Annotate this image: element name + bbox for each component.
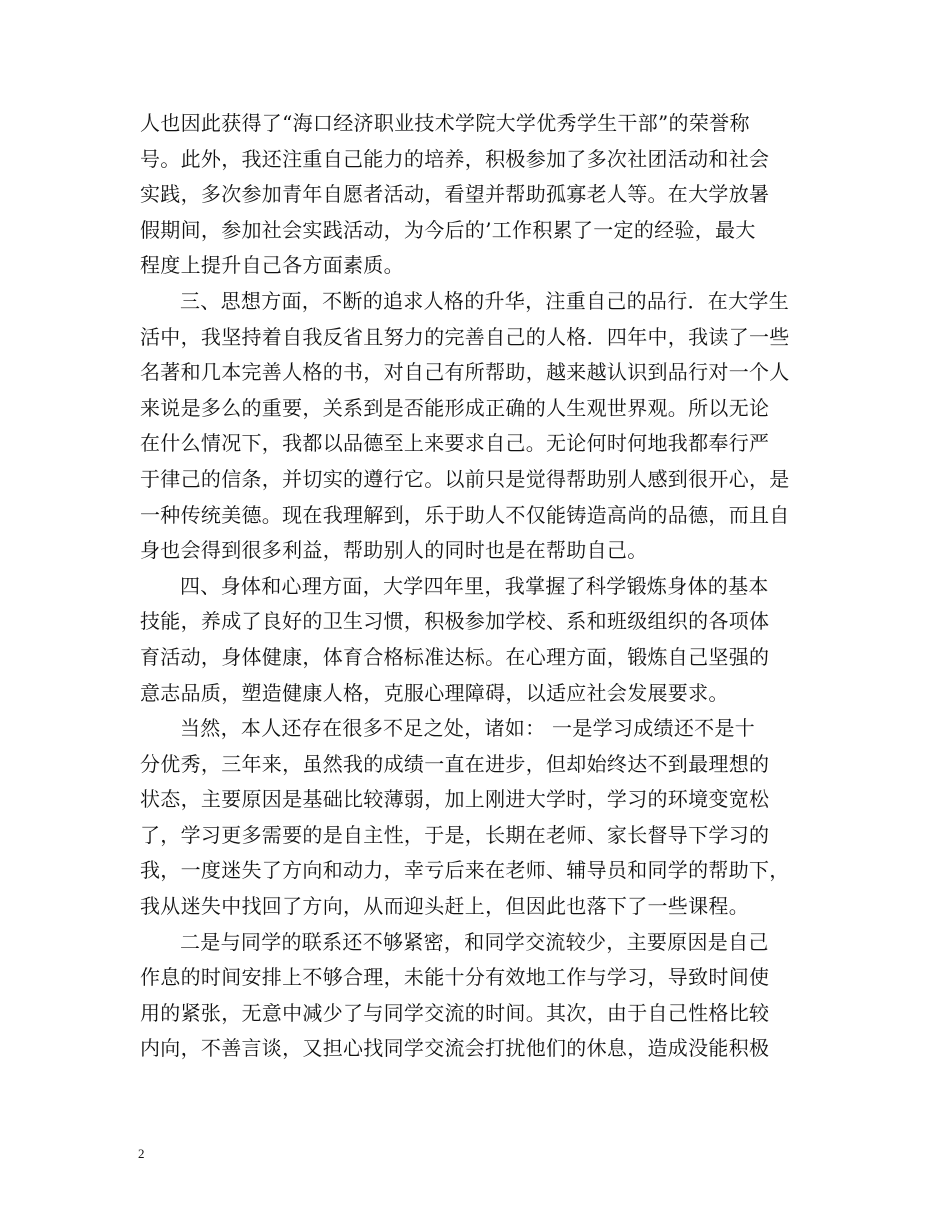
text-line: 状态，主要原因是基础比较薄弱，加上刚进大学时，学习的环境变宽松 (140, 787, 770, 812)
text-line: 我从迷失中找回了方向，从而迎头赶上，但因此也落下了一些课程。 (140, 894, 749, 919)
paragraph-start-line: 三、思想方面，不断的追求人格的升华，注重自己的品行．在大学生 (180, 288, 789, 313)
text-line: 人也因此获得了“海口经济职业技术学院大学优秀学生干部”的荣誉称 (140, 111, 750, 135)
text-line: 于律己的信条，并切实的遵行它。以前只是觉得帮助别人感到很开心，是 (140, 466, 790, 491)
paragraph-start-line: 二是与同学的联系还不够紧密，和同学交流较少，主要原因是自己 (180, 929, 769, 954)
text-line: 育活动，身体健康，体育合格标准达标。在心理方面，锻炼自己坚强的 (140, 644, 770, 669)
text-line: 来说是多么的重要，关系到是否能形成正确的人生观世界观。所以无论 (140, 395, 770, 420)
text-line: 活中，我坚持着自我反省且努力的完善自己的人格．四年中，我读了一些 (140, 324, 790, 349)
text-line: 技能，养成了良好的卫生习惯，积极参加学校、系和班级组织的各项体 (140, 609, 770, 634)
text-line: 了，学习更多需要的是自主性，于是，长期在老师、家长督导下学习的 (140, 822, 770, 847)
text-line: 内向，不善言谈，又担心找同学交流会打扰他们的休息，造成没能积极 (140, 1036, 770, 1061)
text-line: 意志品质，塑造健康人格，克服心理障碍，以适应社会发展要求。 (140, 680, 729, 705)
text-line: 身也会得到很多利益，帮助别人的同时也是在帮助自己。 (140, 538, 648, 563)
text-line: 实践，多次参加青年自愿者活动，看望并帮助孤寡老人等。在大学放暑 (140, 182, 770, 207)
text-line: 我，一度迷失了方向和动力，幸亏后来在老师、辅导员和同学的帮助下， (140, 858, 790, 883)
text-line: 号。此外，我还注重自己能力的培养，积极参加了多次社团活动和社会 (140, 146, 770, 171)
paragraph-start-line: 当然，本人还存在很多不足之处，诸如： 一是学习成绩还不是十 (180, 716, 756, 741)
text-line: 在什么情况下，我都以品德至上来要求自己。无论何时何地我都奉行严 (140, 431, 770, 456)
paragraph-start-line: 四、身体和心理方面，大学四年里，我掌握了科学锻炼身体的基本 (180, 573, 769, 598)
text-line: 程度上提升自己各方面素质。 (140, 253, 404, 278)
text-line: 用的紧张，无意中减少了与同学交流的时间。其次，由于自己性格比较 (140, 1000, 770, 1025)
page-number: 2 (138, 1146, 145, 1161)
document-body (140, 106, 812, 1067)
text-line: 假期间，参加社会实践活动，为今后的’工作积累了一定的经验，最大 (140, 217, 756, 242)
text-line: 名著和几本完善人格的书，对自己有所帮助，越来越认识到品行对一个人 (140, 360, 790, 385)
text-line: 作息的时间安排上不够合理，未能十分有效地工作与学习，导致时间使 (140, 965, 770, 990)
text-line: 一种传统美德。现在我理解到，乐于助人不仅能铸造高尚的品德，而且自 (140, 502, 790, 527)
text-line: 分优秀，三年来，虽然我的成绩一直在进步，但却始终达不到最理想的 (140, 751, 770, 776)
